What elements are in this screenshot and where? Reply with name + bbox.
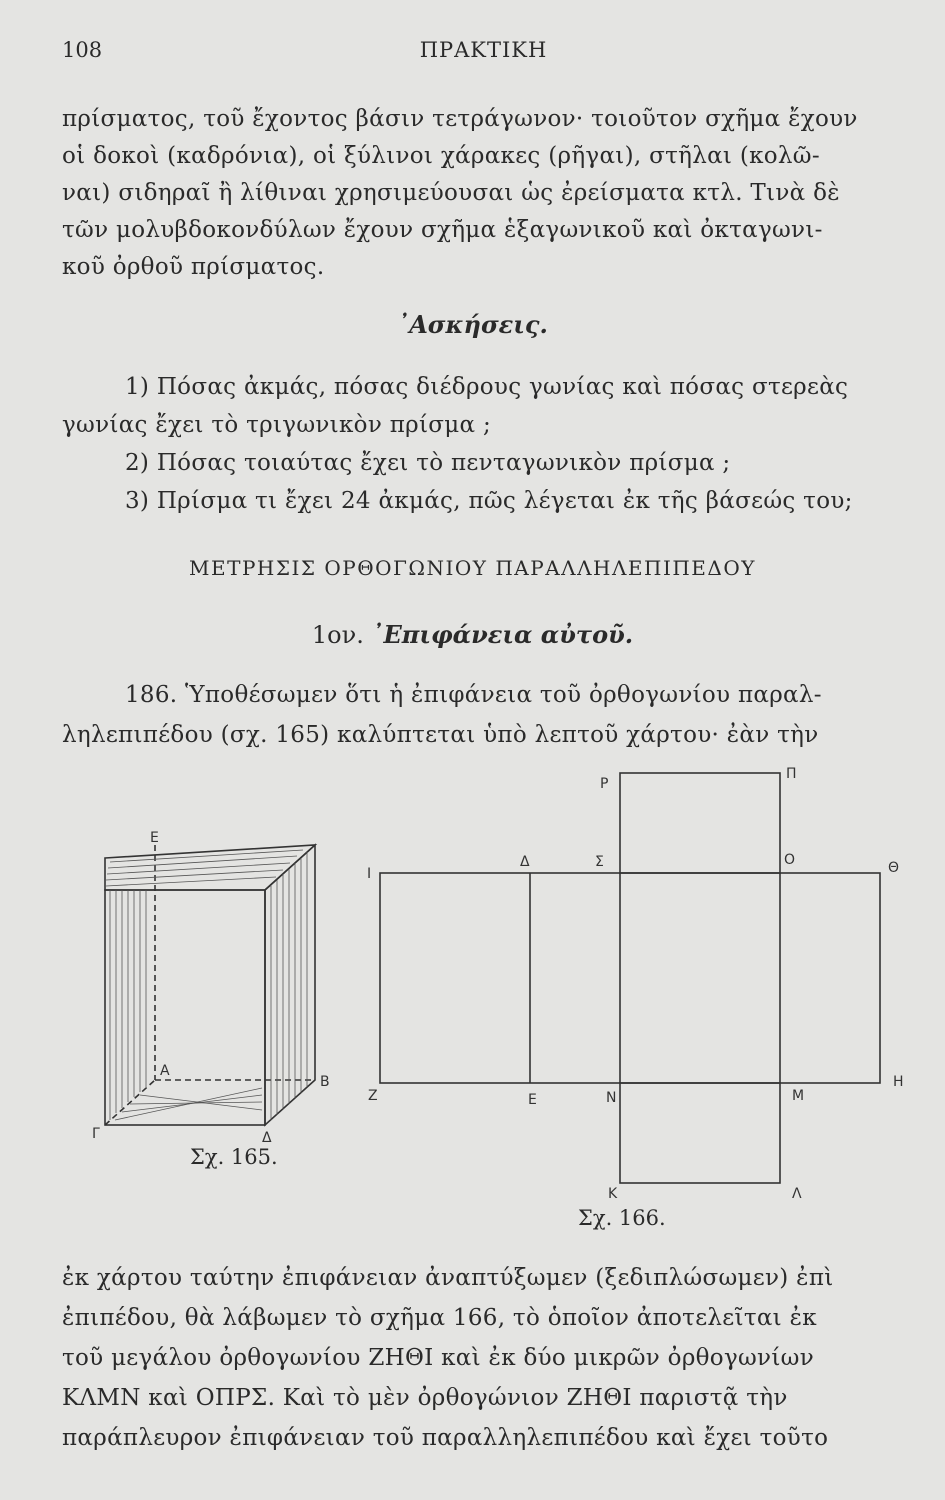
text-line: κοῦ ὀρθοῦ πρίσματος. <box>62 254 325 280</box>
label-Theta: Θ <box>888 860 900 876</box>
net-large-rect <box>380 873 880 1083</box>
label-K: K <box>608 1186 618 1202</box>
bottom-hatching <box>115 1088 262 1120</box>
subsection-number: 1ον. <box>311 621 364 649</box>
paragraph-line: ληλεπιπέδου (σχ. 165) καλύπτεται ὑπὸ λεπτοῦ χάρτου· ἐὰν τὴν <box>62 722 819 748</box>
text-line: ἐπιπέδου, θὰ λάβωμεν τὸ σχῆμα 166, τὸ ὁποῖον ἀποτελεῖται ἐκ <box>62 1305 817 1331</box>
net-bottom-rect <box>620 1083 780 1183</box>
text-line: παράπλευρον ἐπιφάνειαν τοῦ παραλληλεπιπέδου καὶ ἔχει τοῦτο <box>62 1425 829 1451</box>
exercise-line: γωνίας ἔχει τὸ τριγωνικὸν πρίσμα ; <box>62 412 492 438</box>
label-O: O <box>784 852 796 868</box>
paragraph-line: 186. Ὑποθέσωμεν ὅτι ἡ ἐπιφάνεια τοῦ ὀρθογωνίου παραλ- <box>125 682 822 708</box>
label-E-net: E <box>528 1092 537 1108</box>
section-heading: ΜΕΤΡΗΣΙΣ ΟΡΘΟΓΩΝΙΟΥ ΠΑΡΑΛΛΗΛΕΠΙΠΕΔΟΥ <box>189 556 756 580</box>
net-top-rect <box>620 773 780 873</box>
text-line: ἐκ χάρτου ταύτην ἐπιφάνειαν ἀναπτύξωμεν (ξεδιπλώσωμεν) ἐπὶ <box>62 1265 834 1291</box>
label-B: B <box>320 1074 330 1090</box>
text-line: τῶν μολυβδοκονδύλων ἔχουν σχῆμα ἑξαγωνικοῦ καὶ ὀκταγωνι- <box>62 217 823 243</box>
exercise-line: 1) Πόσας ἀκμάς, πόσας διέδρους γωνίας καὶ πόσας στερεὰς <box>125 374 849 400</box>
label-Gamma: Γ <box>92 1126 100 1142</box>
label-Z: Z <box>368 1088 378 1104</box>
text-line: πρίσματος, τοῦ ἔχοντος βάσιν τετράγωνον· τοιοῦτον σχῆμα ἔχουν <box>62 106 858 132</box>
label-Delta-net: Δ <box>520 854 530 870</box>
exercise-line: 3) Πρίσμα τι ἔχει 24 ἀκμάς, πῶς λέγεται ἐκ τῆς βάσεώς του; <box>125 488 853 514</box>
label-H: H <box>893 1074 904 1090</box>
figure-166 <box>380 773 880 1183</box>
label-I: I <box>367 866 372 882</box>
figure-165-caption: Σχ. 165. <box>190 1145 278 1169</box>
exercise-line: 2) Πόσας τοιαύτας ἔχει τὸ πενταγωνικὸν πρίσμα ; <box>125 450 731 476</box>
hidden-edge <box>105 1080 155 1125</box>
front-hatching <box>110 890 146 1120</box>
subsection-title: ᾿Επιφάνεια αὐτοῦ. <box>371 620 634 649</box>
label-M: M <box>792 1088 805 1104</box>
page-header <box>62 38 905 68</box>
text-line: ΚΛΜΝ καὶ ΟΠΡΣ. Καὶ τὸ μὲν ὀρθογώνιον ΖΗΘΙ παριστᾷ τὴν <box>62 1385 788 1411</box>
label-P: P <box>600 776 609 792</box>
page-number: 108 <box>62 38 103 62</box>
label-Pi: Π <box>786 766 797 782</box>
subsection-heading <box>0 620 945 649</box>
text-line: ναι) σιδηραῖ ἢ λίθιναι χρησιμεύουσαι ὡς ἐρείσματα κτλ. Τινὰ δὲ <box>62 180 840 206</box>
label-Lambda: Λ <box>792 1186 802 1202</box>
exercises-heading: ᾿Ασκήσεις. <box>397 310 548 339</box>
label-E: E <box>150 830 159 846</box>
label-N: N <box>606 1090 617 1106</box>
label-A: A <box>160 1063 170 1079</box>
box-front-face <box>105 890 265 1125</box>
text-line: οἱ δοκοὶ (καδρόνια), οἱ ξύλινοι χάρακες (ρῆγαι), στῆλαι (κολῶ- <box>62 143 820 169</box>
text-line: τοῦ μεγάλου ὀρθογωνίου ΖΗΘΙ καὶ ἐκ δύο μικρῶν ὀρθογωνίων <box>62 1345 814 1371</box>
running-title: ΠΡΑΚΤΙΚΗ <box>419 38 548 62</box>
figure-165 <box>0 760 945 1202</box>
label-Sigma: Σ <box>595 854 604 870</box>
figure-166-caption: Σχ. 166. <box>578 1206 666 1230</box>
label-Delta: Δ <box>262 1130 272 1146</box>
box-right-face <box>265 845 315 1125</box>
